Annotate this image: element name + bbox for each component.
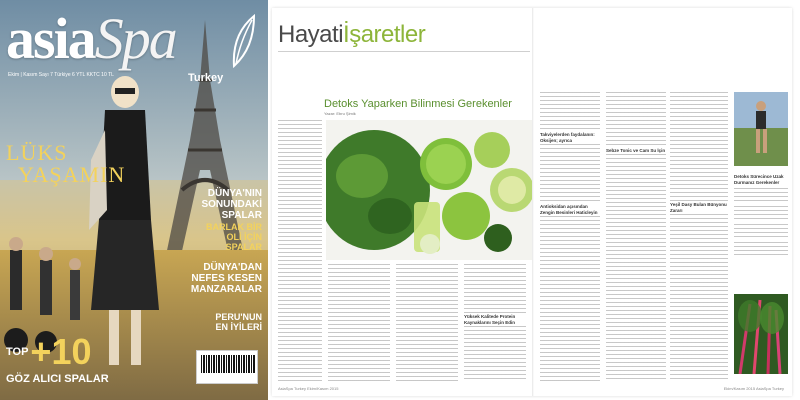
cover-top10	[6, 331, 92, 372]
cover-top-number: +10	[30, 331, 92, 372]
cover-goz-alici: GÖZ ALICI SPALAR	[6, 373, 109, 385]
body-column-7	[670, 92, 728, 382]
magazine-spread	[272, 8, 792, 396]
body-text-lines	[396, 264, 458, 382]
avoid-list-item	[734, 224, 788, 240]
avoid-list-item	[734, 206, 788, 222]
swiss-chard-photo	[734, 294, 788, 374]
body-text-lines	[328, 264, 390, 382]
cover-headline-nefes: DÜNYA'DAN NEFES KESEN MANZARALAR	[190, 262, 262, 295]
footer-right: Ekim/Kasım 2015 AsiaSpa Turkey	[723, 386, 784, 391]
barcode-bars	[201, 355, 255, 373]
cover-top-label: TOP	[6, 346, 29, 358]
cover-edition-label: Turkey	[188, 72, 224, 84]
footer-left: AsiaSpa Turkey Ekim/Kasım 2015	[278, 386, 339, 391]
body-text-lines	[670, 214, 728, 382]
section-title-accent: İşaretler	[343, 21, 426, 48]
cover-luks-line1: LÜKS	[6, 140, 68, 165]
body-column-1	[278, 120, 322, 382]
cover-logo-asia: asia	[6, 6, 95, 71]
subhead-antioksidan: Antioksidan açısından Zengin Besinleri Haticleyin	[540, 204, 600, 216]
section-title	[278, 22, 425, 48]
subhead-sebze: Sebze Tonic ve Cam Su İçin	[606, 148, 666, 153]
green-smoothie-photo	[326, 120, 532, 260]
avoid-list-item	[734, 242, 788, 258]
cover-headline-highlight: BARLAK BİR OLİ İÇİN SPALAR	[206, 222, 262, 252]
body-text-lines	[606, 154, 666, 382]
body-text-lines	[670, 92, 728, 202]
byline: Yazar: Ebru Şimik	[324, 111, 356, 116]
body-column-5	[540, 92, 600, 382]
body-text-lines	[278, 120, 322, 382]
article-title: Detoks Yaparken Bilinmesi Gerekenler	[324, 98, 512, 110]
section-rule	[278, 51, 530, 52]
cover-model-illustration	[85, 70, 165, 370]
page-gutter	[532, 8, 534, 396]
leaf-logo-icon	[228, 14, 258, 70]
subhead-yuksek-kalitede: Yüksek Kalitede Protein Kaynaklarını Seçin Edin	[464, 314, 526, 326]
body-column-6	[606, 92, 666, 382]
runner-photo	[734, 92, 788, 166]
avoid-list-title: Detoks Sürecince Uzak Durmanız Gerekenler	[734, 174, 784, 185]
magazine-cover	[0, 0, 268, 400]
body-column-2	[328, 264, 390, 382]
subhead-takviyeler: Takviyelerden faydalanın: Oksijen; ayrıca	[540, 132, 600, 144]
section-title-plain: Hayati	[278, 21, 344, 48]
body-text-lines	[540, 144, 600, 204]
cover-logo-spa: Spa	[94, 6, 176, 71]
cover-issue-line: Ekim | Kasım Sayı 7 Türkiye 6 YTL KKTC 10 TL	[8, 72, 114, 78]
cover-logo	[6, 6, 176, 71]
body-column-4	[464, 264, 526, 382]
cover-headline-spalar: DÜNYA'NIN SONUNDAKİ SPALAR	[201, 188, 262, 221]
avoid-list-item	[734, 188, 788, 204]
body-column-3	[396, 264, 458, 382]
body-text-lines	[540, 92, 600, 132]
cover-luks-line2: YAŞAMIN	[18, 162, 126, 187]
body-text-lines	[540, 216, 600, 382]
body-text-lines	[464, 326, 526, 382]
body-text-lines	[606, 92, 666, 148]
subhead-yesil-dasy: Yeşil Dasy Bulan Bünyonu Zararı	[670, 202, 727, 213]
cover-barcode	[196, 350, 258, 384]
cover-headline-peru: PERU'NUN EN İYİLERİ	[215, 312, 262, 332]
avoid-list	[734, 174, 788, 258]
body-text-lines	[464, 264, 526, 314]
